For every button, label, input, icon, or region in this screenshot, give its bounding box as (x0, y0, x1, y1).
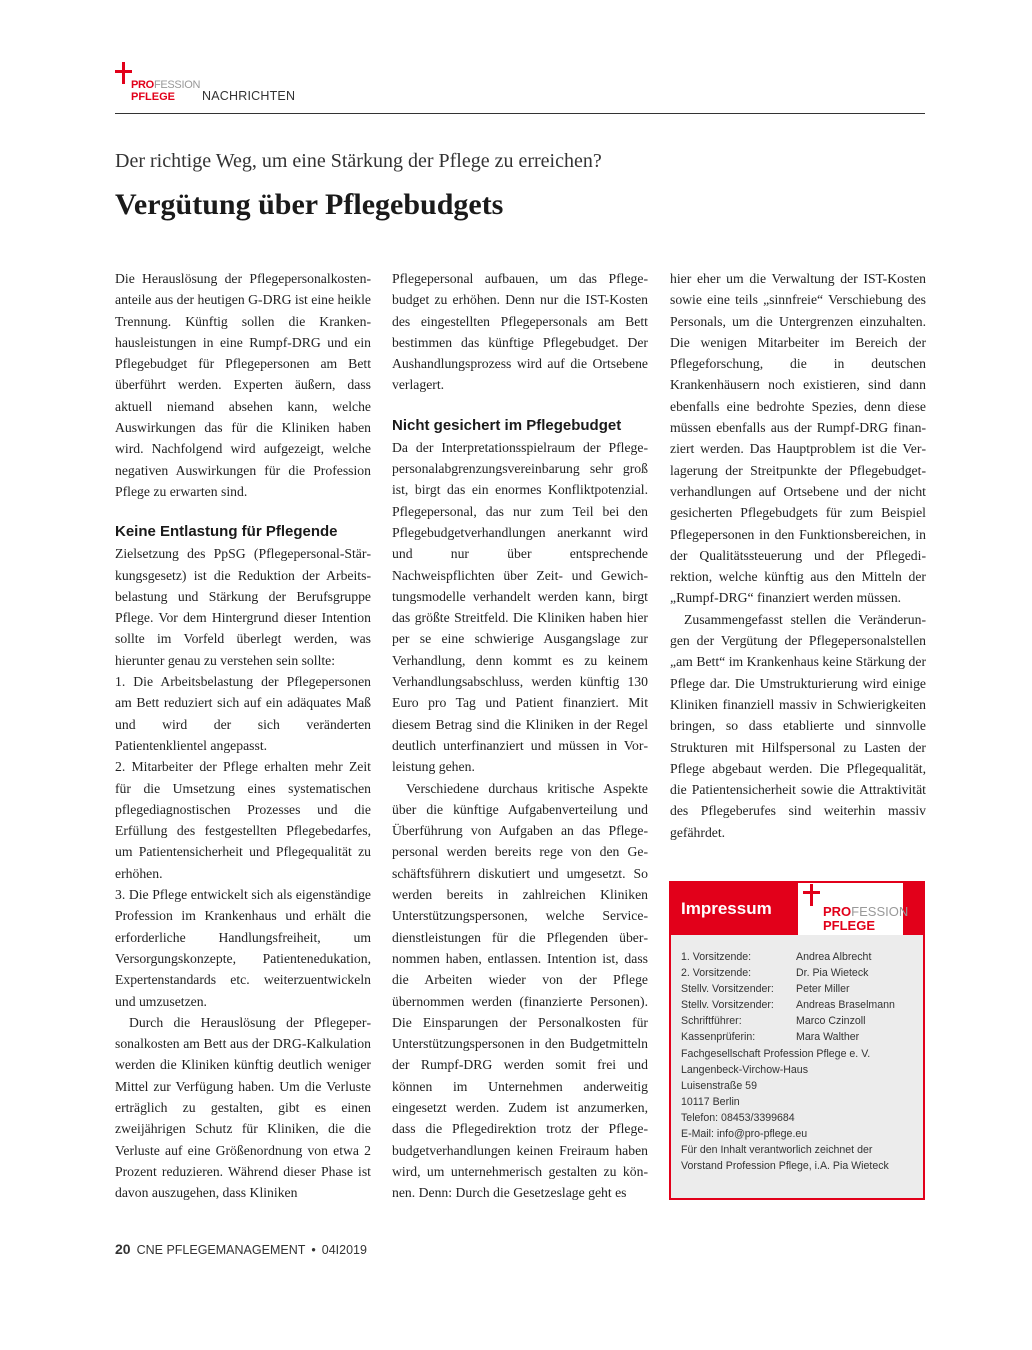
impressum-row (681, 1029, 923, 1045)
role-label: Kassenprüferin: (681, 1031, 756, 1044)
paragraph: Die Herauslösung der Pflegepersonalkostenanteile aus der heutigen G-DRG ist eine heikle Trennung. Künftig sollen die Krankenhausleistungen in eine Rumpf-DRG und ein Pflegebudget für Pflegepersonen am Bett überführt werden. Experten äußern, dass aktuell niemand absehen kann, welche Auswirkungen das für die Kliniken haben wird. Nachfolgend wird aufgezeigt, welche negativen Auswirkungen für die Profession Pflege zu erwarten sind. (115, 271, 371, 499)
impressum-row (681, 981, 923, 997)
page-header (115, 60, 925, 114)
paragraph: Pflegepersonal aufbauen, um das Pflegebudget zu erhöhen. Denn nur die IST-Kosten des eingestellten Pflegepersonals am Bett bestimmen das künftige Pflegebudget. Der Aushandlungsprozess wird auf die Ortsebene verlagert. (392, 271, 648, 393)
separator: • (311, 1243, 316, 1257)
role-label: 2. Vorsitzende: (681, 967, 752, 980)
page-footer (115, 1241, 367, 1257)
section-heading: Keine Entlastung für Pflegende (115, 523, 338, 541)
list-item: 1. Die Arbeitsbelastung der Pflegepersonen am Bett reduziert sich auf ein adäquates Maß und wird der sich veränderten Patientenklientel angepasst. (115, 674, 371, 753)
profession-pflege-logo (798, 883, 909, 935)
paragraph: Zusammengefasst stellen die Veränderungen der Vergütung der Pflegepersonalstellen „am Bett“ im Krankenhaus keine Stärkung der Pflege dar. Die Umstrukturierung wird einige Kliniken finanziell massiv in Schwierigkeiten bringen, so dass etablierte und sinnvolle Strukturen mit Hilfspersonal zu Lasten der Pflege abgebaut werden. Die Pflegequalität, die Patientensicherheit sowie die Attraktivität des Pflegeberufes sind weiterhin massiv gefährdet. (670, 611, 926, 840)
logo-text-line2: PFLEGE (823, 918, 876, 933)
section-heading: Nicht gesichert im Pflegebudget (392, 416, 622, 434)
list-item: 3. Die Pflege entwickelt sich als eigenständige Profession im Krankenhaus und erhält die erforderliche Handlungsfreiheit, um Versorgungskonzepte, Patientenedukation, Expertenstandards etc. weiterzuentwickeln und umzusetzen. (115, 887, 371, 1009)
logo-text-line1: PROFESSION (823, 904, 909, 919)
phone: Telefon: 08453/3399684 (681, 1111, 795, 1124)
column-2 (392, 268, 648, 1203)
role-name: Marco Czinzoll (796, 1015, 866, 1028)
paragraph: Da der Interpretationsspielraum der Pflegepersonalabgrenzungsvereinbarung sehr groß ist, birgt das ein enormes Konfliktpotenzial. Pflegepersonal, das nur zum Teil bei den Pflegebudgetverhandlungen anerkannt wird und nur über entsprechende Nachweispflichten über Zeit- und Gewichtungsmodelle verhandelt werden kann, birgt das größte Streitfeld. Die Kliniken haben hier per se eine schwierige Ausgangslage zur Verhandlung, denn kommt es zu keinem Verhandlungsabschluss, werden künftig 130 Euro pro Tag und Patient finanziert. Mit diesem Betrag sind die Kliniken in der Regel deutlich unterfinanziert und müssen in Vorleistung gehen. (392, 439, 648, 775)
address-city: 10117 Berlin (681, 1095, 740, 1108)
role-name: Mara Walther (796, 1031, 860, 1044)
article-subtitle: Der richtige Weg, um eine Stärkung der Pflege zu erreichen? (115, 150, 602, 172)
issue: 04I2019 (321, 1243, 367, 1257)
cross-icon-bar (115, 70, 132, 73)
list-item: 2. Mitarbeiter der Pflege erhalten mehr Zeit für die Umsetzung eines systematischen pflegediagnostischen Prozesses und die Erfüllung des festgestellten Pflegebedarfes, um Patientensicherheit und Pflegequalität zu erhöhen. (115, 759, 371, 881)
paragraph: Verschiedene durchaus kritische Aspekte über die künftige Aufgabenverteilung und Überführung von Aufgaben an das Pflegepersonal werden bereits rege von den Geschäftsführern diskutiert und umgesetzt. So werden bereits in zahlreichen Kliniken Unterstützungspersonen, welche Servicedienstleistungen für die Pflegenden übernommen haben, entlassen. Intention ist, dass die Arbeiten wieder von der Pflege übernommen werden (finanzierte Personen). Die Einsparungen der Personalkosten für Unterstützungspersonen in den Budgetmitteln der Rumpf-DRG werden somit frei und können im Unternehmen anderweitig eingesetzt werden. Zudem ist anzumerken, dass die Pflegedirektion trotz der Pflegebudgetverhandlungen keinen Freiraum haben wird, um unternehmerisch gestalten zu können. Denn: Durch die Gesetzeslage geht es (392, 780, 648, 1201)
impressum-row (681, 949, 923, 965)
profession-pflege-logo (115, 60, 201, 104)
role-label: 1. Vorsitzende: (681, 951, 752, 963)
address-street: Luisenstraße 59 (681, 1079, 757, 1092)
section-label: NACHRICHTEN (202, 89, 296, 103)
logo-text-line1: PROFESSION (131, 79, 201, 91)
responsibility-note: Für den Inhalt verantworlich zeichnet der (681, 1144, 873, 1157)
paragraph: Durch die Herauslösung der Pflegepersonalkosten am Bett aus der DRG-Kalkulation werden die Kliniken künftig deutlich weniger Mittel zur Verfügung haben. Um die Verluste erträglich zu gestalten, gibt es einen zweijährigen Schutz für Kliniken, die die Verluste auf eine Größenordnung von etwa 2 Prozent reduzieren. Während dieser Phase ist davon auszugehen, dass Kliniken (115, 1014, 371, 1201)
role-name: Andrea Albrecht (796, 951, 872, 963)
responsibility-note: Vorstand Profession Pflege, i.A. Pia Wieteck (681, 1160, 889, 1173)
column-1 (115, 268, 371, 1203)
logo-text-line2: PFLEGE (131, 91, 176, 103)
email: E-Mail: info@pro-pflege.eu (681, 1128, 808, 1141)
impressum-row (681, 997, 923, 1013)
impressum-row (681, 1013, 923, 1029)
impressum-body (671, 935, 923, 1174)
impressum-title: Impressum (681, 899, 772, 918)
role-name: Andreas Braselmann (796, 999, 895, 1012)
publication-name: CNE PFLEGEMANAGEMENT (136, 1243, 306, 1257)
impressum-box (669, 881, 925, 1200)
article-title: Vergütung über Pflegebudgets (115, 188, 504, 221)
role-label: Schriftführer: (681, 1015, 742, 1028)
role-label: Stellv. Vorsitzender: (681, 983, 774, 996)
paragraph: Zielsetzung des PpSG (Pflegepersonal-Stärkungsgesetz) ist die Reduktion der Arbeitsbelastung und Stärkung der Berufsgruppe Pflege. Vor dem Hintergrund dieser Intention sollte im Vorfeld überlegt werden, was hierunter genau zu verstehen sein sollte: (115, 546, 371, 668)
impressum-row (681, 965, 923, 981)
organization-name: Fachgesellschaft Profession Pflege e. V. (681, 1047, 871, 1060)
address-building: Langenbeck-Virchow-Haus (681, 1063, 809, 1076)
column-3 (670, 268, 926, 843)
role-name: Dr. Pia Wieteck (796, 967, 869, 980)
cross-icon-bar (803, 891, 820, 894)
role-name: Peter Miller (796, 983, 850, 996)
cross-icon (122, 62, 125, 84)
impressum-header (671, 883, 923, 935)
role-label: Stellv. Vorsitzender: (681, 999, 774, 1012)
paragraph: hier eher um die Verwaltung der IST-Kosten sowie eine teils „sinnfreie“ Verschiebung des Personals, um die Untergrenzen einzuhalten. Die wenigen Mitarbeiter im Bereich der Pflegeforschung, die in deutschen Krankenhäusern noch existieren, sind dann ebenfalls eine bedrohte Spezies, denn diese müssen ebenfalls aus der Rumpf-DRG finanziert werden. Das Hauptproblem ist die Verlagerung der Streitpunkte der Pflegebudgetverhandlungen auf Ortsebene und der nicht gesicherten Pflegebudgets für zum Beispiel Pflegepersonen in den Funktionsbereichen, in der Qualitätssteuerung und der Pflegedirektion, welche künftig aus den Mitteln der „Rumpf-DRG“ finanziert werden müssen. (670, 271, 926, 606)
cross-icon (810, 884, 813, 906)
page-number: 20 (115, 1241, 131, 1257)
